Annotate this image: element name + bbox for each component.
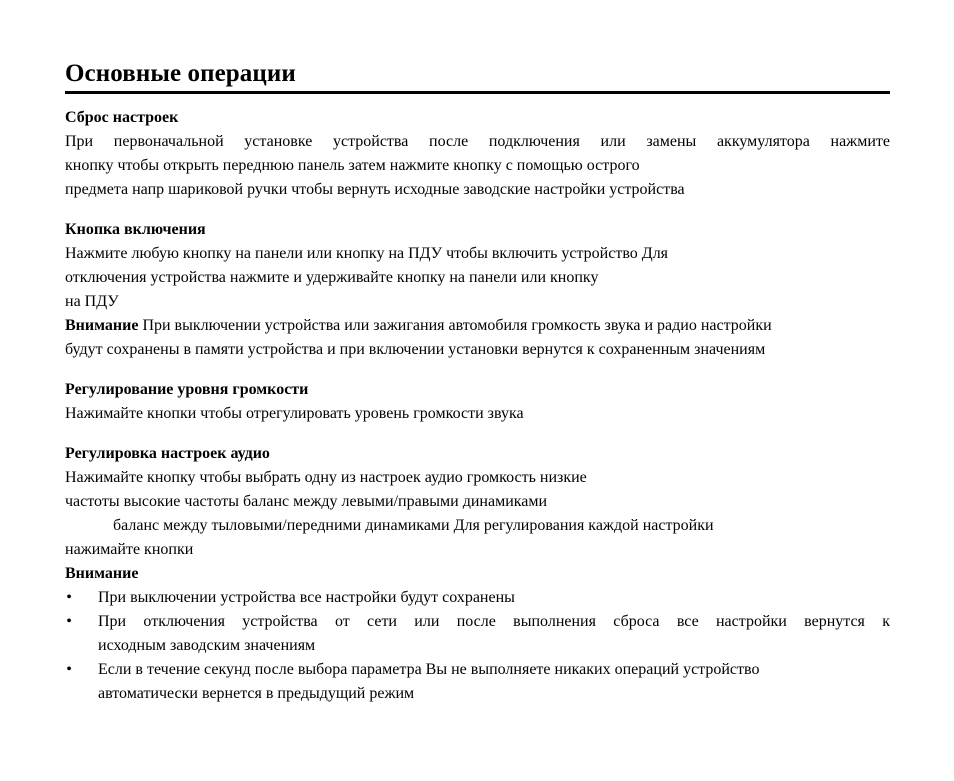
paragraph-line: Нажмите любую кнопку на панели или кнопку на ПДУ чтобы включить устройство Для: [65, 245, 669, 262]
paragraph-line: частоты высокие частоты баланс между левыми/правыми динамиками: [65, 493, 548, 510]
section-title-reset: Сброс настроек: [65, 109, 179, 126]
note-label: Внимание: [65, 565, 139, 582]
note-label: Внимание: [65, 317, 139, 334]
paragraph-line: Нажимайте кнопку чтобы выбрать одну из настроек аудио громкость низкие: [65, 469, 587, 486]
page-title: Основные операции: [65, 60, 296, 87]
section-title-volume: Регулирование уровня громкости: [65, 381, 309, 398]
title-divider: [65, 91, 890, 94]
list-item-text: При выключении устройства все настройки будут сохранены: [98, 589, 515, 606]
list-item-text: При отключения устройства от сети или после выполнения сброса все настройки вернутся к: [98, 613, 890, 630]
list-item-text: автоматически вернется в предыдущий режим: [98, 685, 415, 702]
paragraph-line: баланс между тыловыми/передними динамиками Для регулирования каждой настройки: [113, 517, 714, 534]
list-item-text: исходным заводским значениям: [98, 637, 316, 654]
paragraph-line: нажимайте кнопки: [65, 541, 194, 558]
bullet-icon: •: [66, 613, 72, 630]
bullet-icon: •: [66, 661, 72, 678]
paragraph-line: [65, 154, 890, 178]
paragraph-line: При первоначальной установке устройства после подключения или замены аккумулятора нажмите: [65, 133, 890, 150]
note-line: будут сохранены в памяти устройства и при включении установки вернутся к сохраненным значениям: [65, 341, 766, 358]
list-item-text: Если в течение секунд после выбора параметра Вы не выполняете никаких операций устройство: [98, 661, 760, 678]
section-title-power: Кнопка включения: [65, 221, 206, 238]
bullet-icon: •: [66, 589, 72, 606]
paragraph-line: Нажимайте кнопки чтобы отрегулировать уровень громкости звука: [65, 405, 524, 422]
note-text: При выключении устройства или зажигания автомобиля громкость звука и радио настройки: [142, 317, 772, 334]
section-title-audio: Регулировка настроек аудио: [65, 445, 270, 462]
paragraph-text: кнопку чтобы открыть переднюю панель затем нажмите кнопку с помощью острого: [65, 157, 640, 174]
note-line: [65, 314, 890, 338]
paragraph-line: отключения устройства нажмите и удерживайте кнопку на панели или кнопку: [65, 269, 599, 286]
paragraph-line: предмета напр шариковой ручки чтобы вернуть исходные заводские настройки устройства: [65, 181, 685, 198]
paragraph-line: на ПДУ: [65, 293, 119, 310]
